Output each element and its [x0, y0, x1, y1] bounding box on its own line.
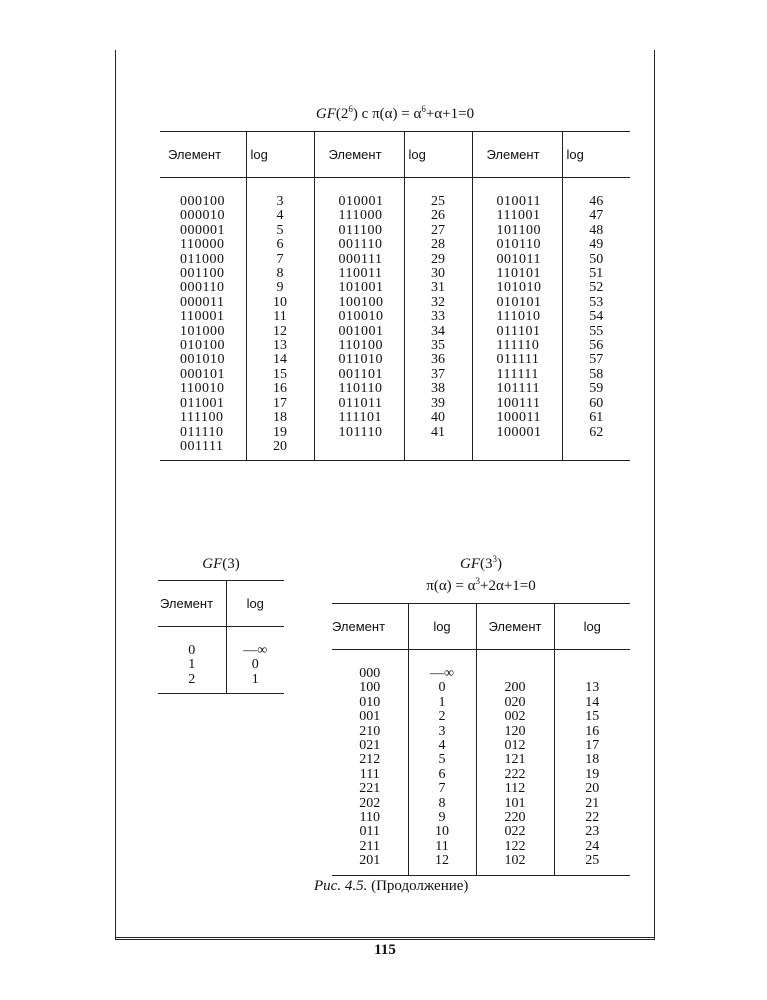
spacer-cell — [160, 178, 246, 196]
spacer-cell — [332, 650, 408, 668]
table-row — [332, 753, 630, 767]
element-cell: 000101 — [180, 366, 225, 382]
element-cell: 111001 — [472, 209, 562, 223]
log-cell — [404, 440, 472, 454]
spacer-cell — [476, 650, 554, 668]
log-cell: 11 — [408, 840, 476, 854]
element-cell: 100001 — [472, 426, 562, 440]
log-cell: 20 — [554, 782, 630, 796]
table-row — [332, 725, 630, 739]
log-cell: 14 — [554, 696, 630, 710]
log-cell: 6 — [408, 768, 476, 782]
spacer-cell — [472, 178, 562, 196]
log-cell: 011 — [359, 824, 380, 840]
log-cell: 31 — [404, 281, 472, 295]
spacer-cell — [332, 869, 408, 876]
log-cell — [554, 667, 630, 681]
table-row — [160, 209, 630, 223]
spacer-row — [158, 687, 284, 694]
spacer-cell — [160, 454, 246, 461]
table-row — [160, 267, 630, 281]
log-cell: —∞ — [226, 644, 284, 658]
spacer-cell — [314, 178, 404, 196]
log-cell: 122 — [476, 840, 554, 854]
log-cell: 14 — [246, 353, 314, 367]
log-cell: 37 — [404, 368, 472, 382]
table-row — [160, 426, 630, 440]
log-cell: 7 — [246, 253, 314, 267]
column-header: log — [226, 581, 284, 627]
table1-title-close: ) — [352, 106, 358, 122]
table-header-row — [158, 581, 284, 627]
table-row — [332, 696, 630, 710]
log-cell: 30 — [404, 267, 472, 281]
log-cell: 18 — [554, 753, 630, 767]
spacer-cell — [554, 650, 630, 668]
log-cell: 212 — [359, 752, 381, 768]
log-cell: 8 — [246, 267, 314, 281]
log-cell: 001 — [359, 709, 381, 725]
log-cell: 201 — [359, 853, 381, 869]
spacer-cell — [246, 454, 314, 461]
log-cell: 12 — [408, 854, 476, 868]
log-cell: 34 — [404, 325, 472, 339]
log-cell: 210 — [359, 723, 381, 739]
element-cell: 000010 — [180, 208, 225, 224]
element-cell: 100100 — [314, 296, 404, 310]
log-cell: 25 — [554, 854, 630, 868]
log-cell: 1 — [408, 696, 476, 710]
log-cell: 26 — [404, 209, 472, 223]
table-row — [160, 195, 630, 209]
log-cell: 0 — [188, 643, 196, 658]
table-header-row — [332, 604, 630, 650]
log-cell: 59 — [562, 382, 630, 396]
log-cell: 110 — [359, 810, 380, 826]
table1-title — [160, 106, 630, 123]
table-row — [332, 825, 630, 839]
log-cell: 3 — [408, 725, 476, 739]
log-cell: 222 — [476, 768, 554, 782]
table1-title-poly-rhs: +α+1=0 — [425, 106, 475, 122]
spacer-cell — [476, 869, 554, 876]
log-cell: 1 — [188, 657, 196, 673]
column-header: Элемент — [314, 132, 404, 178]
log-cell: 021 — [359, 738, 381, 754]
table-row — [332, 710, 630, 724]
table-row — [332, 667, 630, 681]
log-cell: 19 — [246, 426, 314, 440]
gf64-log-table — [160, 131, 630, 461]
log-cell: 8 — [408, 797, 476, 811]
log-cell — [562, 440, 630, 454]
column-header: log — [562, 132, 630, 178]
log-cell: 10 — [246, 296, 314, 310]
element-cell: 101100 — [472, 224, 562, 238]
element-cell: 110110 — [314, 382, 404, 396]
spacer-cell — [562, 178, 630, 196]
table-row — [160, 296, 630, 310]
caption-text: (Продолжение) — [371, 878, 469, 894]
log-cell: 202 — [359, 795, 381, 811]
element-cell: 000001 — [180, 222, 225, 238]
table-row — [160, 281, 630, 295]
element-cell: 010101 — [472, 296, 562, 310]
log-cell: 6 — [246, 238, 314, 252]
element-cell: 101001 — [314, 281, 404, 295]
element-cell: 111101 — [314, 411, 404, 425]
log-cell: 40 — [404, 411, 472, 425]
table-row — [332, 854, 630, 868]
log-cell: 221 — [359, 781, 381, 797]
log-cell: 47 — [562, 209, 630, 223]
element-cell: 011111 — [472, 353, 562, 367]
frame-bottom-rule — [115, 937, 655, 938]
log-cell: 13 — [554, 681, 630, 695]
log-cell: 5 — [408, 753, 476, 767]
element-cell — [314, 440, 404, 454]
log-cell: 022 — [476, 825, 554, 839]
log-cell: 17 — [554, 739, 630, 753]
log-cell: 100 — [359, 680, 381, 696]
log-cell: 10 — [408, 825, 476, 839]
table3-title-close: ) — [497, 556, 502, 572]
log-cell: 29 — [404, 253, 472, 267]
log-cell: 211 — [359, 838, 380, 854]
spacer-row — [332, 650, 630, 668]
element-cell: 110010 — [180, 381, 225, 397]
table2-title-gf: GF — [202, 556, 223, 572]
spacer-cell — [472, 454, 562, 461]
table2-title-arg: (3) — [222, 556, 240, 572]
spacer-row — [160, 454, 630, 461]
log-cell — [476, 667, 554, 681]
table-body — [332, 650, 630, 876]
log-cell: 200 — [476, 681, 554, 695]
spacer-cell — [158, 687, 226, 694]
spacer-cell — [226, 627, 284, 645]
log-cell: 2 — [188, 671, 196, 687]
table-row — [160, 353, 630, 367]
element-cell: 010011 — [472, 195, 562, 209]
figure-caption — [314, 878, 468, 895]
element-cell: 011000 — [180, 251, 225, 267]
log-cell: 36 — [404, 353, 472, 367]
log-cell: 32 — [404, 296, 472, 310]
log-cell: 002 — [476, 710, 554, 724]
spacer-cell — [314, 454, 404, 461]
element-cell: 110101 — [472, 267, 562, 281]
element-cell: 101111 — [472, 382, 562, 396]
log-cell: 53 — [562, 296, 630, 310]
table-row — [160, 411, 630, 425]
table3-title-base: (3 — [480, 556, 493, 572]
column-header: log — [408, 604, 476, 650]
element-cell: 000110 — [180, 280, 225, 296]
table-row — [158, 658, 284, 672]
element-cell: 111111 — [472, 368, 562, 382]
log-cell: 111 — [359, 766, 380, 782]
log-cell: 012 — [476, 739, 554, 753]
element-cell: 000111 — [314, 253, 404, 267]
element-cell: 111000 — [314, 209, 404, 223]
log-cell: 000 — [359, 666, 381, 681]
table1-title-base: (2 — [335, 106, 349, 122]
frame-right-rule — [654, 50, 655, 940]
element-cell: 001111 — [180, 438, 224, 454]
log-cell: 41 — [404, 426, 472, 440]
log-cell: 28 — [404, 238, 472, 252]
table1-title-with: с — [361, 106, 369, 122]
log-cell: 2 — [408, 710, 476, 724]
element-cell: 110011 — [314, 267, 404, 281]
log-cell: 56 — [562, 339, 630, 353]
log-cell: 35 — [404, 339, 472, 353]
table-row — [160, 339, 630, 353]
element-cell: 111010 — [472, 310, 562, 324]
spacer-cell — [246, 178, 314, 196]
log-cell: 5 — [246, 224, 314, 238]
element-cell: 001101 — [314, 368, 404, 382]
table-row — [160, 310, 630, 324]
log-cell: 27 — [404, 224, 472, 238]
table3-poly-rhs: +2α+1=0 — [480, 578, 536, 594]
column-header: Элемент — [472, 132, 562, 178]
table-header-row — [160, 132, 630, 178]
log-cell: 60 — [562, 397, 630, 411]
log-cell: 3 — [246, 195, 314, 209]
log-cell: 11 — [246, 310, 314, 324]
spacer-cell — [404, 454, 472, 461]
column-header: log — [554, 604, 630, 650]
log-cell: 48 — [562, 224, 630, 238]
log-cell: 020 — [476, 696, 554, 710]
table-row — [332, 811, 630, 825]
element-cell: 001001 — [314, 325, 404, 339]
table3-title-gf: GF — [460, 556, 480, 572]
log-cell: 120 — [476, 725, 554, 739]
log-cell: 22 — [554, 811, 630, 825]
log-cell: 38 — [404, 382, 472, 396]
log-cell: 17 — [246, 397, 314, 411]
element-cell: 011010 — [314, 353, 404, 367]
log-cell: 18 — [246, 411, 314, 425]
element-cell: 000100 — [180, 194, 225, 209]
log-cell: 55 — [562, 325, 630, 339]
table2-title — [158, 556, 284, 573]
element-cell: 101000 — [180, 323, 225, 339]
element-cell: 000011 — [180, 294, 225, 310]
log-cell: 220 — [476, 811, 554, 825]
table-row — [160, 325, 630, 339]
table3-title — [332, 556, 630, 573]
log-cell: 15 — [246, 368, 314, 382]
table1-title-gf: GF — [315, 106, 336, 122]
element-cell: 011110 — [180, 424, 224, 440]
element-cell: 010100 — [180, 338, 225, 354]
element-cell: 001011 — [472, 253, 562, 267]
element-cell: 011101 — [472, 325, 562, 339]
table-row — [158, 644, 284, 658]
log-cell: 4 — [246, 209, 314, 223]
spacer-row — [158, 627, 284, 645]
frame-left-rule — [115, 50, 116, 940]
element-cell: 011011 — [314, 397, 404, 411]
table-row — [160, 253, 630, 267]
log-cell: 13 — [246, 339, 314, 353]
table-row — [160, 382, 630, 396]
table-body — [158, 627, 284, 694]
spacer-row — [332, 869, 630, 876]
table-row — [160, 238, 630, 252]
log-cell: 20 — [246, 440, 314, 454]
log-cell: 52 — [562, 281, 630, 295]
element-cell: 010001 — [314, 195, 404, 209]
spacer-cell — [226, 687, 284, 694]
table-row — [160, 440, 630, 454]
table1-title-poly-lhs: π(α) = α — [372, 106, 422, 122]
spacer-row — [160, 178, 630, 196]
log-cell: 61 — [562, 411, 630, 425]
frame-bottom-rule-2 — [115, 939, 655, 940]
element-cell: 100011 — [472, 411, 562, 425]
column-header: Элемент — [476, 604, 554, 650]
log-cell: 33 — [404, 310, 472, 324]
caption-label: Рис. 4.5. — [314, 878, 368, 894]
table1-title-exp: 6 — [348, 104, 353, 114]
log-cell: 50 — [562, 253, 630, 267]
spacer-cell — [404, 178, 472, 196]
table-row — [160, 368, 630, 382]
log-cell: 7 — [408, 782, 476, 796]
log-cell: 9 — [246, 281, 314, 295]
element-cell: 101110 — [314, 426, 404, 440]
page-number: 115 — [374, 942, 396, 958]
log-cell: 46 — [562, 195, 630, 209]
column-header: log — [246, 132, 314, 178]
log-cell: 9 — [408, 811, 476, 825]
element-cell: 100111 — [472, 397, 562, 411]
log-cell: 101 — [476, 797, 554, 811]
element-cell: 110100 — [314, 339, 404, 353]
log-cell: 49 — [562, 238, 630, 252]
gf27-log-table — [332, 603, 630, 876]
spacer-cell — [158, 627, 226, 645]
table-row — [158, 673, 284, 687]
log-cell: 121 — [476, 753, 554, 767]
element-cell: 101010 — [472, 281, 562, 295]
log-cell: 24 — [554, 840, 630, 854]
element-cell: 010010 — [314, 310, 404, 324]
column-header: Элемент — [160, 132, 246, 178]
log-cell: 12 — [246, 325, 314, 339]
gf3-log-table — [158, 580, 284, 694]
table-row — [332, 681, 630, 695]
table1-title-poly-exp: 6 — [421, 104, 426, 114]
log-cell: 0 — [408, 681, 476, 695]
log-cell: —∞ — [408, 667, 476, 681]
element-cell: 110001 — [180, 309, 225, 325]
element-cell: 111110 — [472, 339, 562, 353]
element-cell: 010110 — [472, 238, 562, 252]
column-header: Элемент — [332, 604, 408, 650]
table3-poly-exp: 3 — [475, 576, 480, 586]
log-cell: 102 — [476, 854, 554, 868]
table3-polynomial — [332, 578, 630, 595]
log-cell: 51 — [562, 267, 630, 281]
log-cell: 19 — [554, 768, 630, 782]
log-cell: 23 — [554, 825, 630, 839]
log-cell: 16 — [554, 725, 630, 739]
spacer-cell — [408, 650, 476, 668]
table-row — [332, 782, 630, 796]
element-cell: 110000 — [180, 237, 225, 253]
table-row — [332, 840, 630, 854]
table3-title-exp: 3 — [492, 554, 497, 564]
element-cell — [472, 440, 562, 454]
log-cell: 39 — [404, 397, 472, 411]
log-cell: 15 — [554, 710, 630, 724]
spacer-cell — [554, 869, 630, 876]
element-cell: 001010 — [180, 352, 225, 368]
log-cell: 4 — [408, 739, 476, 753]
log-cell: 1 — [226, 673, 284, 687]
log-cell: 25 — [404, 195, 472, 209]
element-cell: 001110 — [314, 238, 404, 252]
spacer-cell — [408, 869, 476, 876]
log-cell: 0 — [226, 658, 284, 672]
table-row — [332, 768, 630, 782]
table-body — [160, 178, 630, 461]
table-row — [332, 739, 630, 753]
log-cell: 010 — [359, 694, 381, 710]
element-cell: 011001 — [180, 395, 225, 411]
column-header: log — [404, 132, 472, 178]
table-row — [332, 797, 630, 811]
log-cell: 62 — [562, 426, 630, 440]
log-cell: 112 — [476, 782, 554, 796]
log-cell: 21 — [554, 797, 630, 811]
element-cell: 001100 — [180, 266, 225, 282]
log-cell: 57 — [562, 353, 630, 367]
spacer-cell — [562, 454, 630, 461]
log-cell: 16 — [246, 382, 314, 396]
table-row — [160, 397, 630, 411]
column-header: Элемент — [158, 581, 226, 627]
table-row — [160, 224, 630, 238]
element-cell: 011100 — [314, 224, 404, 238]
log-cell: 58 — [562, 368, 630, 382]
log-cell: 54 — [562, 310, 630, 324]
element-cell: 111100 — [180, 410, 224, 426]
table3-poly-lhs: π(α) = α — [426, 578, 476, 594]
